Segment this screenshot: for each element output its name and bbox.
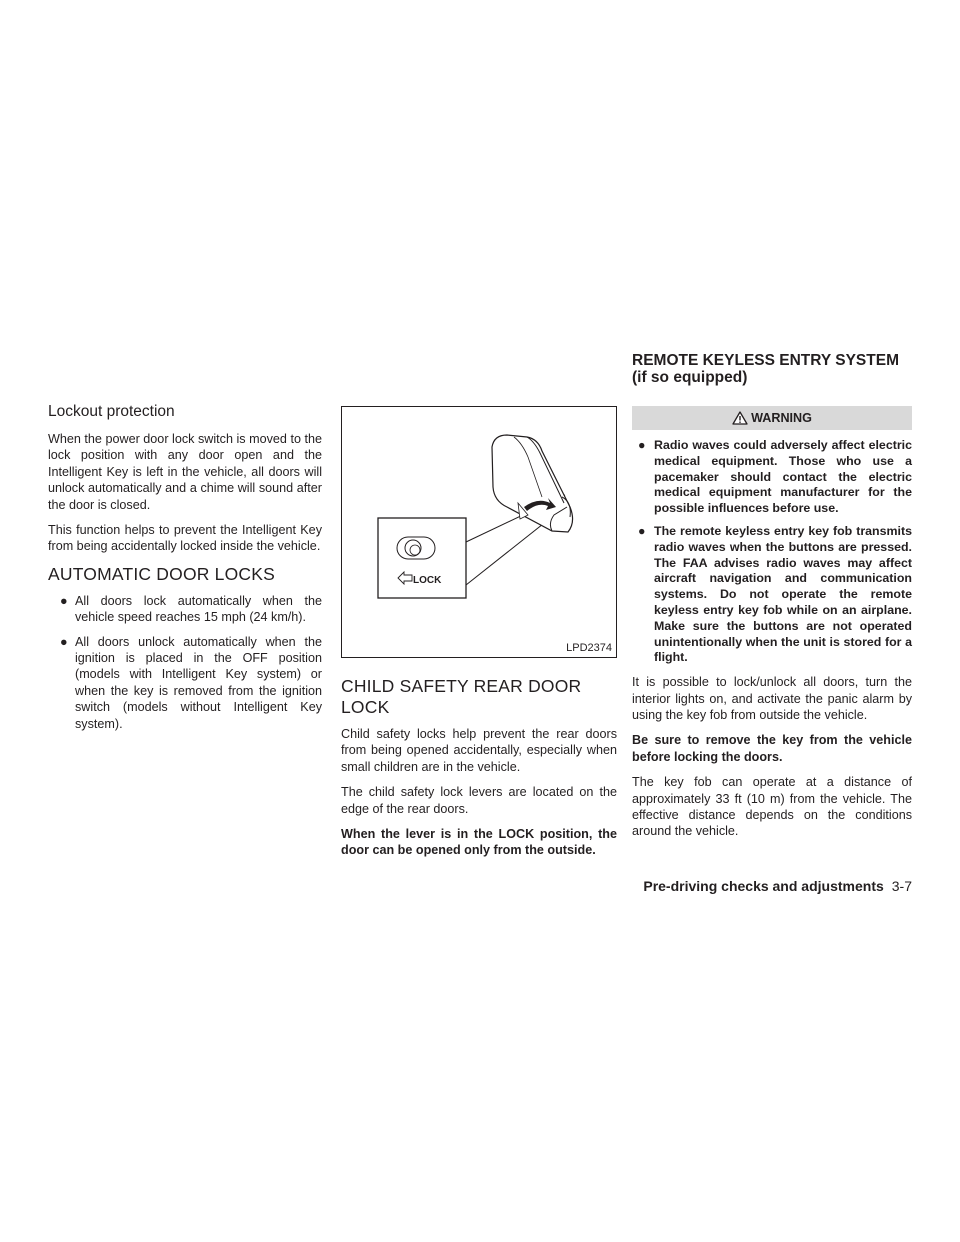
section-title [632, 352, 932, 386]
bullet: ● [638, 438, 646, 452]
list-item-text: All doors lock automatically when the vehicle speed reaches 15 mph (24 km/h). [75, 593, 322, 625]
bullet: ● [60, 593, 68, 608]
lockout-paragraph-1: When the power door lock switch is moved to the lock position with any door open and the Intelligent Key is left in the vehicle, all doors will unlock automatically and a chime will sound after the door is closed. [48, 432, 322, 512]
auto-door-locks-heading: AUTOMATIC DOOR LOCKS [48, 563, 275, 584]
bullet: ● [638, 523, 646, 538]
child-lock-figure [341, 406, 617, 658]
child-safety-paragraph-2: The child safety lock levers are located on the edge of the rear doors. [341, 785, 617, 816]
page-number: 3-7 [891, 878, 912, 894]
section-title-line1: REMOTE KEYLESS ENTRY SYSTEM [632, 352, 899, 369]
warning-list [632, 438, 912, 666]
list-item-text: Radio waves could adversely affect electric medical equipment. Those who use a pacemaker should contact the electric medical equipment manufacturer for the possible influences before use. [654, 438, 912, 516]
list-item [60, 593, 322, 626]
list-item-text: All doors unlock automatically when the ignition is placed in the OFF position (models with Intelligent Key system) or when the key is removed from the ignition switch (models without Intelligent Key system). [75, 634, 322, 731]
bullet: ● [60, 634, 68, 649]
list-item [60, 634, 322, 732]
lockout-heading: Lockout protection [48, 403, 175, 420]
child-safety-heading: CHILD SAFETY REAR DOOR LOCK [341, 676, 582, 717]
keyfob-bold-note: Be sure to remove the key from the vehicle before locking the doors. [632, 733, 912, 764]
column-right [632, 406, 912, 849]
list-item [632, 524, 912, 666]
keyfob-paragraph-1: It is possible to lock/unlock all doors, turn the interior lights on, and activate the panic alarm by using the key fob from outside the vehicle. [632, 675, 912, 722]
warning-title: WARNING [751, 411, 812, 425]
figure-code: LPD2374 [566, 642, 612, 654]
warning-icon [732, 411, 748, 425]
column-left [48, 403, 322, 740]
column-middle [341, 406, 617, 859]
door-illustration [342, 407, 616, 657]
page-footer [600, 878, 912, 894]
section-title-line2: (if so equipped) [632, 369, 748, 386]
footer-label: Pre-driving checks and adjustments [643, 878, 884, 894]
child-safety-bold-note: When the lever is in the LOCK position, the door can be opened only from the outside. [341, 827, 617, 858]
keyfob-paragraph-3: The key fob can operate at a distance of approximately 33 ft (10 m) from the vehicle. The effective distance depends on the conditions around the vehicle. [632, 775, 912, 839]
lock-label: LOCK [413, 575, 442, 586]
child-safety-paragraph-1: Child safety locks help prevent the rear doors from being opened accidentally, especially when small children are in the vehicle. [341, 727, 617, 774]
list-item [632, 438, 912, 517]
auto-door-locks-list [60, 593, 322, 732]
list-item-text: The remote keyless entry key fob transmits radio waves when the buttons are pressed. The FAA advises radio waves may affect aircraft navigation and communication systems. Do not operate the remote keyless entry key fob while on an airplane. Make sure the buttons are not operated unintentionally when the unit is stored for a flight. [654, 523, 912, 665]
warning-header [632, 406, 912, 430]
lockout-paragraph-2: This function helps to prevent the Intelligent Key from being accidentally locked inside the vehicle. [48, 523, 322, 554]
